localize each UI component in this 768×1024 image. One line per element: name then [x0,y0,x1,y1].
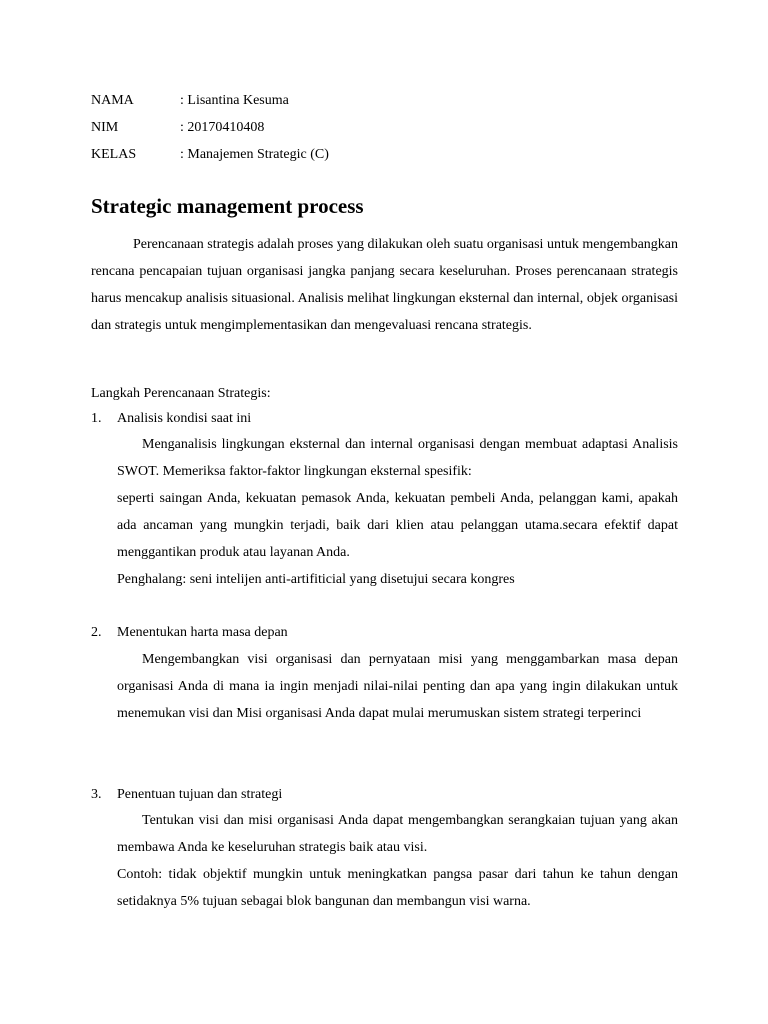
kelas-value: : Manajemen Strategic (C) [180,147,329,162]
header-kelas-row [91,146,329,164]
list-item-title: Menentukan harta masa depan [117,625,288,640]
list-item-heading [91,624,288,642]
list-item-body: Tentukan visi dan misi organisasi Anda dapat mengembangkan serangkaian tujuan yang akan membawa Anda ke keseluruhan strategis baik atau visi. [117,813,678,855]
document-title: Strategic management process [91,194,364,218]
list-item-heading [91,410,251,428]
list-item-body: Contoh: tidak objektif mungkin untuk meningkatkan pangsa pasar dari tahun ke tahun dengan setidaknya 5% tujuan sebagai blok bangunan dan membangun visi warna. [117,867,678,909]
list-item-body: Penghalang: seni intelijen anti-artifiticial yang disetujui secara kongres [117,572,515,587]
list-item-number: 2. [91,625,102,640]
steps-heading: Langkah Perencanaan Strategis: [91,386,271,401]
list-item-body: Menganalisis lingkungan eksternal dan internal organisasi dengan membuat adaptasi Analisis SWOT. Memeriksa faktor-faktor lingkungan eksternal spesifik: [117,437,678,479]
list-item-title: Analisis kondisi saat ini [117,411,252,426]
header-nim-row [91,119,264,137]
list-item-number: 1. [91,411,102,426]
list-item-number: 3. [91,787,102,802]
nama-label: NAMA [91,93,134,108]
nama-value: : Lisantina Kesuma [180,93,289,108]
nim-label: NIM [91,120,119,135]
list-item-title: Penentuan tujuan dan strategi [117,787,283,802]
header-nama-row [91,92,289,110]
list-item-heading [91,786,282,804]
intro-paragraph: Perencanaan strategis adalah proses yang dilakukan oleh suatu organisasi untuk mengembangkan rencana pencapaian tujuan organisasi jangka panjang secara keseluruhan. Proses perencanaan strategis harus mencakup analisis situasional. Analisis melihat lingkungan eksternal dan internal, objek organisasi dan strategis untuk mengimplementasikan dan mengevaluasi rencana strategis. [91,237,678,333]
list-item-body: Mengembangkan visi organisasi dan pernyataan misi yang menggambarkan masa depan organisasi Anda di mana ia ingin menjadi nilai-nilai penting dan apa yang ingin dilakukan untuk menemukan visi dan Misi organisasi Anda dapat mulai merumuskan sistem strategi terperinci [117,652,678,721]
kelas-label: KELAS [91,147,137,162]
list-item-body: seperti saingan Anda, kekuatan pemasok Anda, kekuatan pembeli Anda, pelanggan kami, apakah ada ancaman yang mungkin terjadi, baik dari klien atau pelanggan utama.secara efektif dapat menggantikan produk atau layanan Anda. [117,491,678,560]
nim-value: : 20170410408 [180,120,265,135]
